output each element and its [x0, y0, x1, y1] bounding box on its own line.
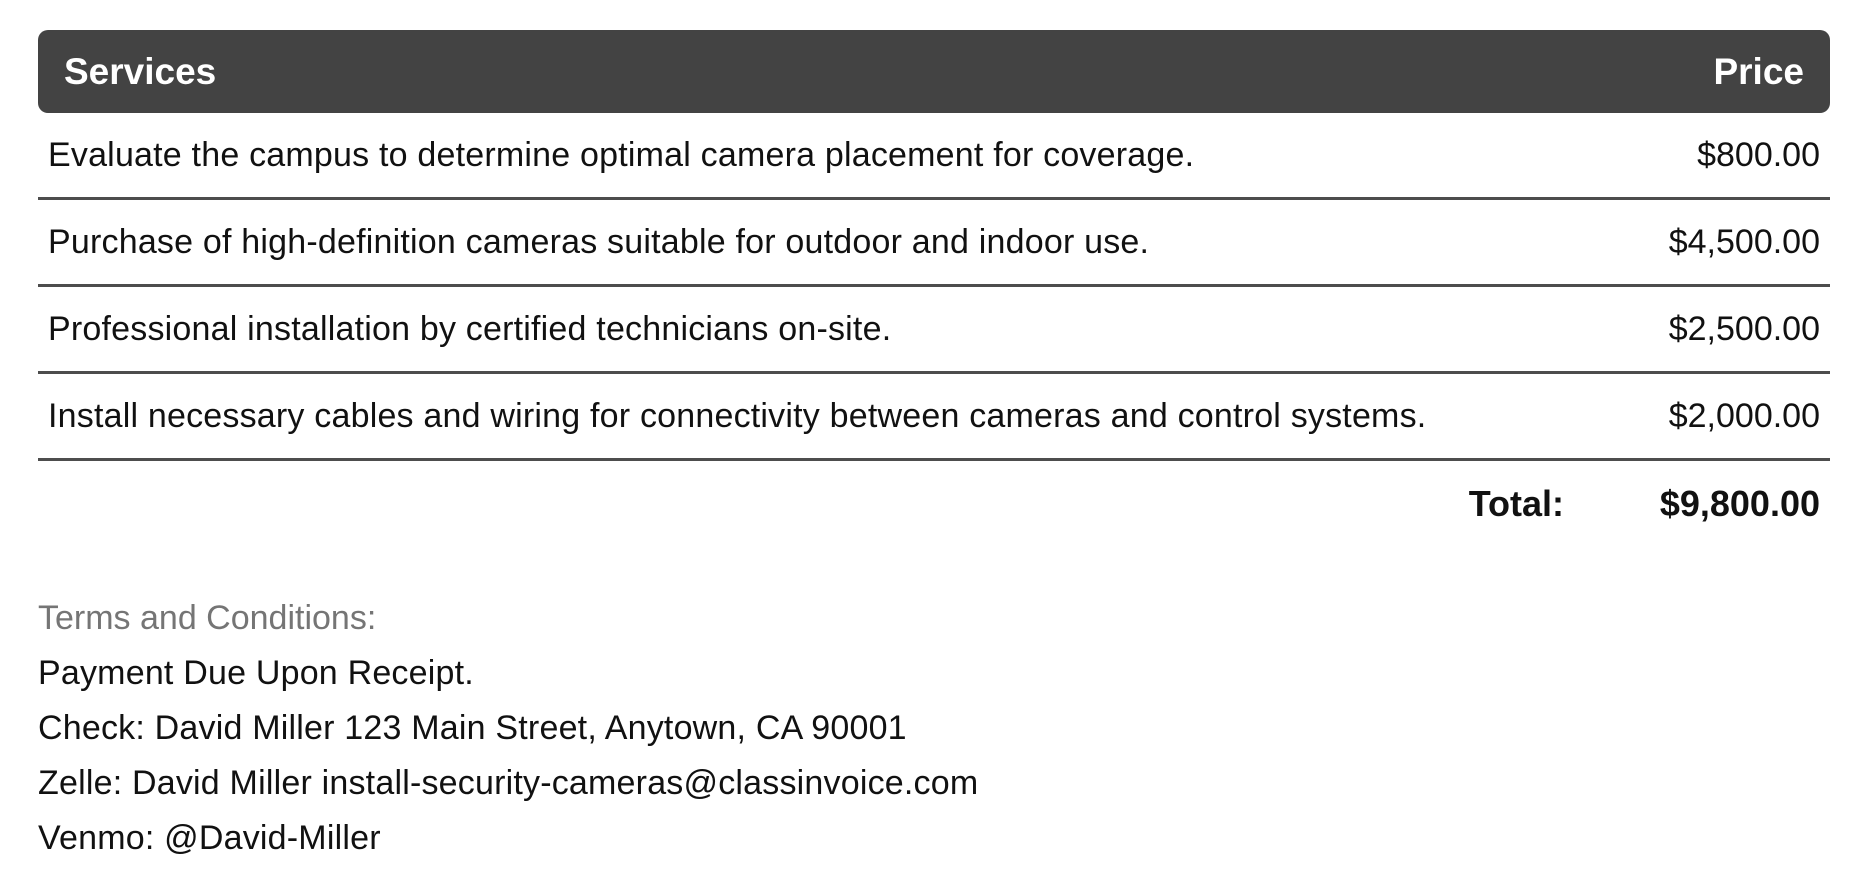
- price-column-header: Price: [1713, 50, 1804, 92]
- service-rows: [38, 113, 1830, 461]
- table-row: [38, 287, 1830, 374]
- total-value: $9,800.00: [1659, 483, 1820, 524]
- table-header-row: [38, 30, 1830, 113]
- services-column-header: Services: [64, 50, 217, 92]
- table-row: [38, 113, 1830, 200]
- price-cell: $4,500.00: [1668, 222, 1820, 261]
- terms-lines: [38, 646, 1830, 866]
- service-cell: Purchase of high-definition cameras suitable for outdoor and indoor use.: [48, 222, 1150, 261]
- terms-heading: Terms and Conditions:: [38, 599, 377, 637]
- table-row: [38, 200, 1830, 287]
- price-cell: $800.00: [1697, 135, 1820, 174]
- terms-line: Check: David Miller 123 Main Street, Anytown, CA 90001: [38, 709, 907, 747]
- service-cell: Evaluate the campus to determine optimal camera placement for coverage.: [48, 135, 1195, 174]
- terms-line: Zelle: David Miller install-security-cameras@classinvoice.com: [38, 764, 979, 802]
- terms-section: [38, 591, 1830, 866]
- services-table: [38, 30, 1830, 547]
- price-cell: $2,000.00: [1668, 396, 1820, 435]
- price-cell: $2,500.00: [1668, 309, 1820, 348]
- terms-line: Payment Due Upon Receipt.: [38, 654, 474, 692]
- total-label: Total:: [1468, 483, 1564, 524]
- terms-line: Venmo: @David-Miller: [38, 819, 381, 857]
- table-row: [38, 374, 1830, 461]
- service-cell: Professional installation by certified technicians on-site.: [48, 309, 892, 348]
- service-cell: Install necessary cables and wiring for connectivity between cameras and control systems.: [48, 396, 1427, 435]
- total-row: [38, 461, 1830, 547]
